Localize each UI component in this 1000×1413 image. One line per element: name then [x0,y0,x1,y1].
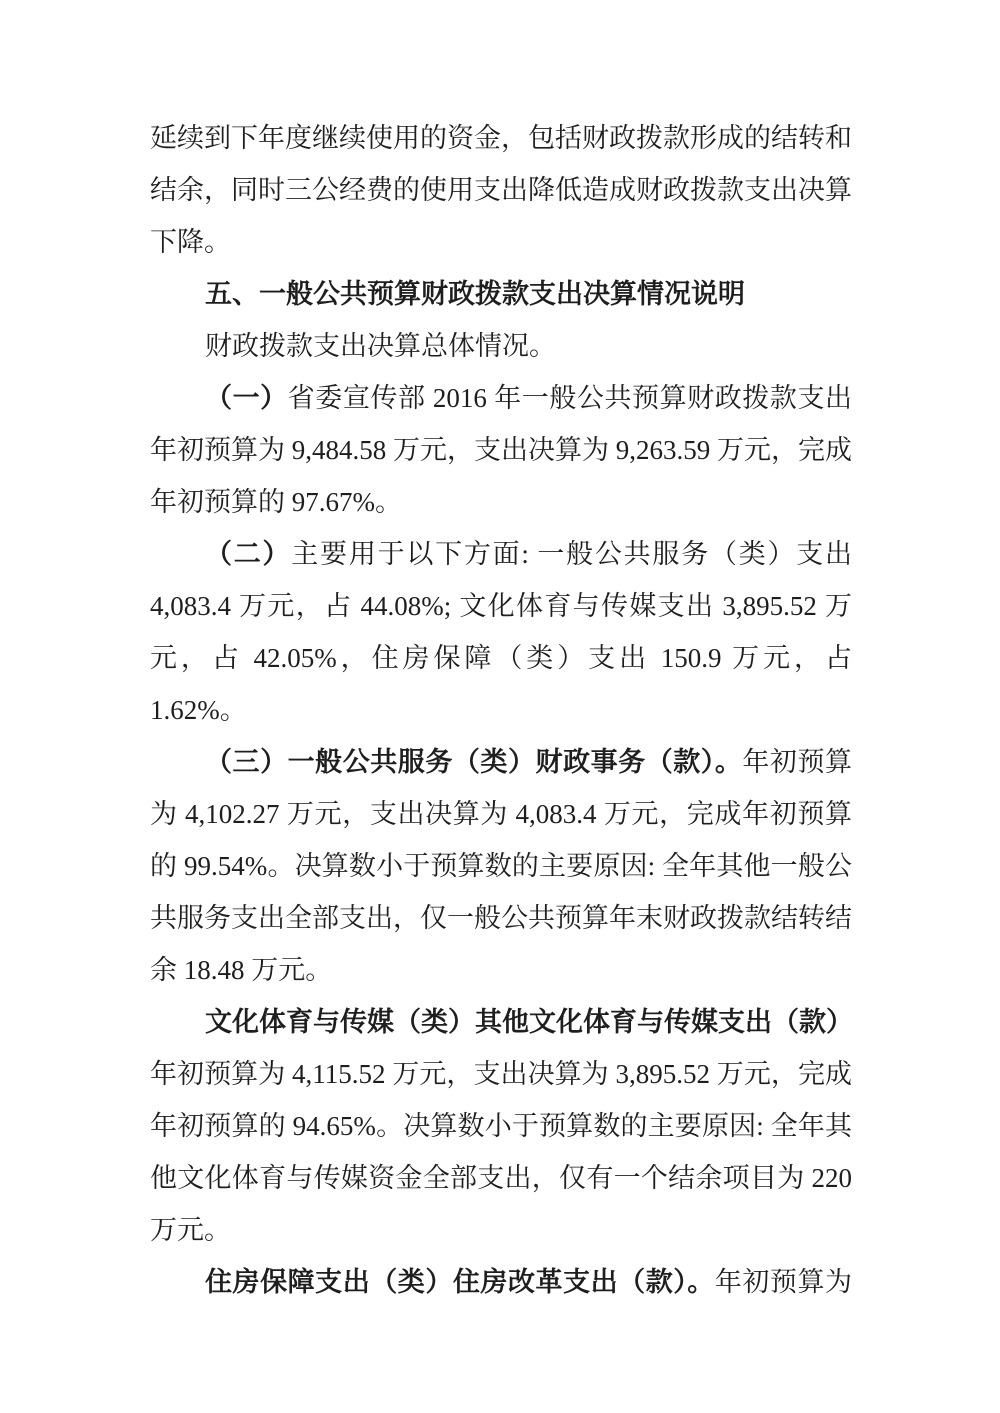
paragraph-item-1 [150,372,852,528]
section-heading-text: 五、一般公共预算财政拨款支出决算情况说明 [205,279,745,309]
paragraph-culture-sports-media [150,996,852,1256]
paragraph-text: 年初预算为 [714,1267,853,1297]
paragraph-item-2 [150,528,852,736]
paragraph-text: 主要用于以下方面: 一般公共服务（类）支出 4,083.4 万元，占 44.08%; 文化体育与传媒支出 3,895.52 万元，占 42.05%，住房保障（类）支出 150.9 万元，占 1.62%。 [150,539,852,725]
subsection-title: （三）一般公共服务（类）财政事务（款）。 [205,747,743,777]
paragraph-text: 年初预算为 4,115.52 万元，支出决算为 3,895.52 万元，完成年初预算的 94.65%。决算数小于预算数的主要原因: 全年其他文化体育与传媒资金全部支出，仅有一个结余项目为 220 万元。 [150,1059,852,1245]
paragraph-overview [150,320,852,372]
paragraph-text: 财政拨款支出决算总体情况。 [205,331,556,361]
paragraph-text: 省委宣传部 2016 年一般公共预算财政拨款支出年初预算为 9,484.58 万元，支出决算为 9,263.59 万元，完成年初预算的 97.67%。 [150,383,853,517]
subsection-title: 住房保障支出（类）住房改革支出（款）。 [205,1267,715,1297]
paragraph-housing-security [150,1256,852,1308]
item-number: （一） [205,383,288,413]
subsection-title: 文化体育与传媒（类）其他文化体育与传媒支出（款） [205,1007,853,1037]
paragraph-text: 年初预算为 4,102.27 万元，支出决算为 4,083.4 万元，完成年初预算的 99.54%。决算数小于预算数的主要原因: 全年其他一般公共服务支出全部支出，仅一般公共预算年末财政拨款结转结余 18.48 万元。 [150,747,853,985]
item-number: （二） [205,539,292,569]
paragraph-item-3 [150,736,852,996]
section-heading [150,268,852,320]
paragraph-text: 延续到下年度继续使用的资金，包括财政拨款形成的结转和结余，同时三公经费的使用支出降低造成财政拨款支出决算下降。 [150,123,852,257]
paragraph-continuation [150,112,852,268]
